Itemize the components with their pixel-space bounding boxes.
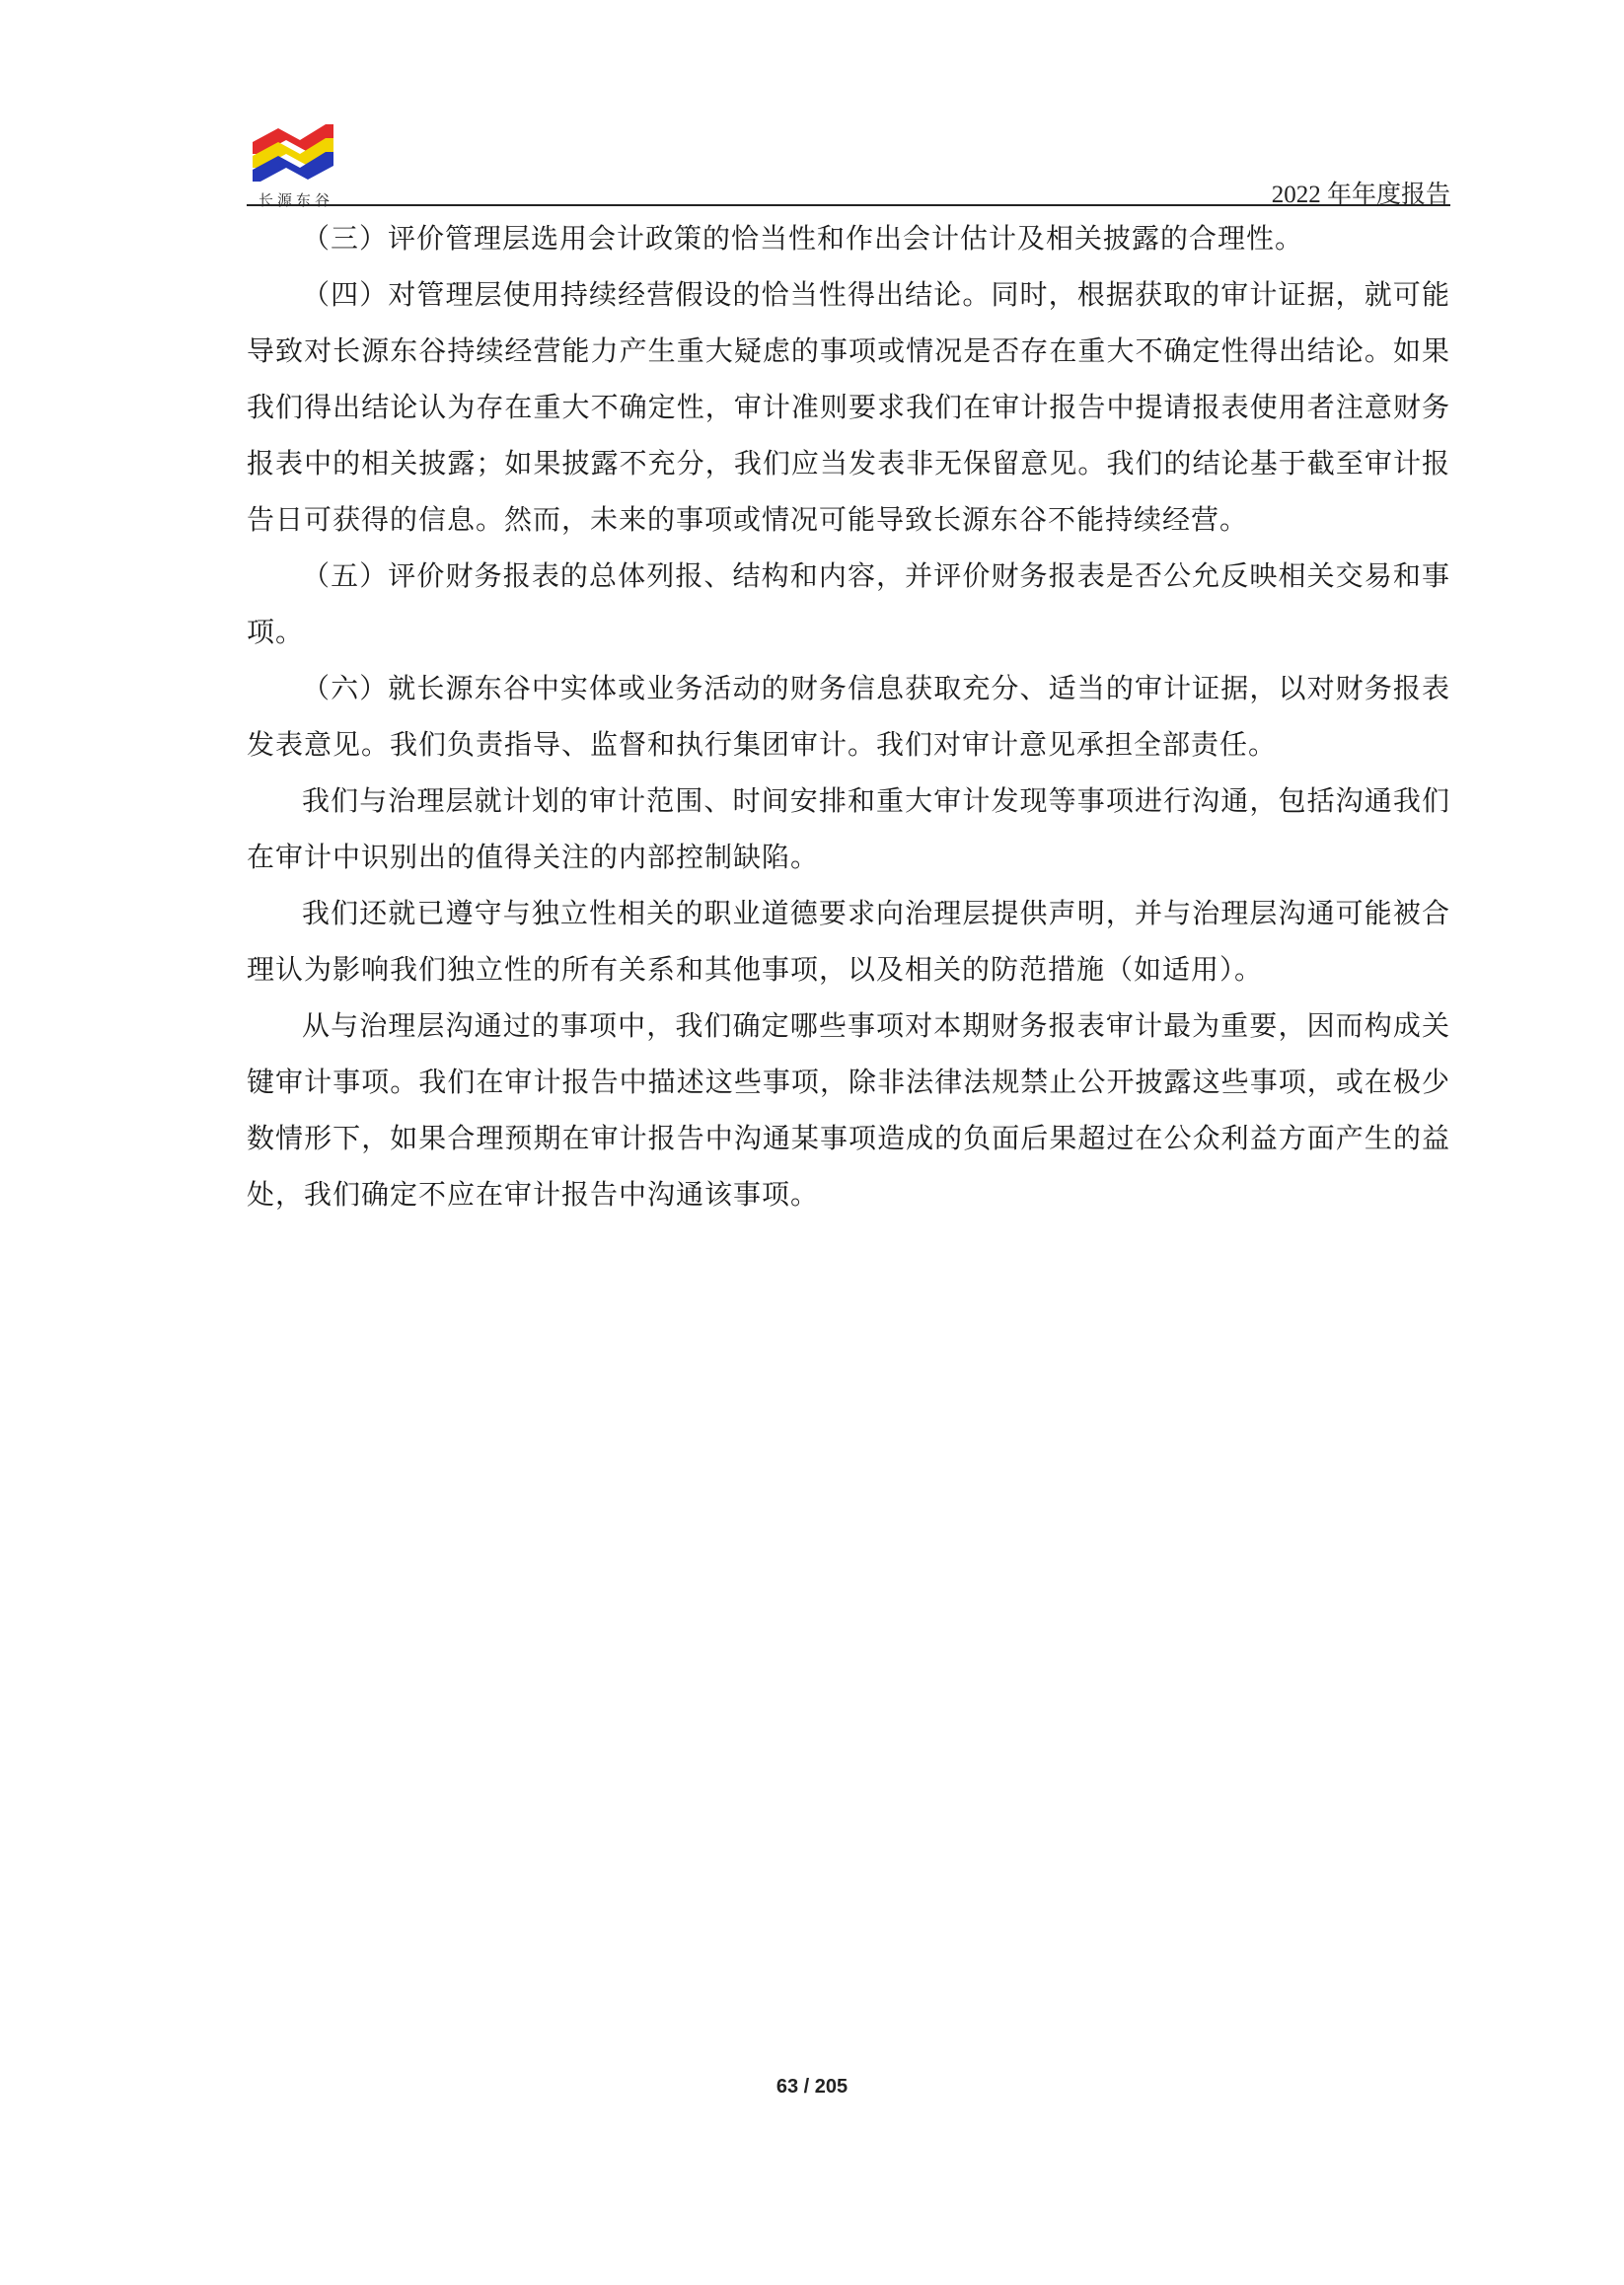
body-text (247, 210, 1450, 1222)
page-number: 63 / 205 (775, 2076, 849, 2098)
paragraph: （四）对管理层使用持续经营假设的恰当性得出结论。同时，根据获取的审计证据，就可能导致对长源东谷持续经营能力产生重大疑虑的事项或情况是否存在重大不确定性得出结论。如果我们得出结论认为存在重大不确定性，审计准则要求我们在审计报告中提请报表使用者注意财务报表中的相关披露；如果披露不充分，我们应当发表非无保留意见。我们的结论基于截至审计报告日可获得的信息。然而，未来的事项或情况可能导致长源东谷不能持续经营。 (247, 278, 1450, 536)
paragraph: （三）评价管理层选用会计政策的恰当性和作出会计估计及相关披露的合理性。 (302, 222, 1304, 255)
paragraph: 从与治理层沟通过的事项中，我们确定哪些事项对本期财务报表审计最为重要，因而构成关键审计事项。我们在审计报告中描述这些事项，除非法律法规禁止公开披露这些事项，或在极少数情形下，如果合理预期在审计报告中沟通某事项造成的负面后果超过在公众利益方面产生的益处，我们确定不应在审计报告中沟通该事项。 (247, 1009, 1450, 1211)
company-logo (251, 118, 337, 209)
header-rule (247, 204, 1450, 206)
paragraph: （六）就长源东谷中实体或业务活动的财务信息获取充分、适当的审计证据，以对财务报表发表意见。我们负责指导、监督和执行集团审计。我们对审计意见承担全部责任。 (247, 672, 1450, 761)
logo-text: 长源东谷 (258, 191, 334, 209)
logo-wave-icon (251, 118, 337, 187)
paragraph: 我们还就已遵守与独立性相关的职业道德要求向治理层提供声明，并与治理层沟通可能被合理认为影响我们独立性的所有关系和其他事项，以及相关的防范措施（如适用）。 (247, 897, 1450, 986)
paragraph: （五）评价财务报表的总体列报、结构和内容，并评价财务报表是否公允反映相关交易和事项。 (247, 559, 1450, 648)
paragraph: 我们与治理层就计划的审计范围、时间安排和重大审计发现等事项进行沟通，包括沟通我们在审计中识别出的值得关注的内部控制缺陷。 (247, 784, 1450, 873)
page-header (247, 109, 1450, 207)
report-title: 2022 年年度报告 (1271, 182, 1450, 208)
